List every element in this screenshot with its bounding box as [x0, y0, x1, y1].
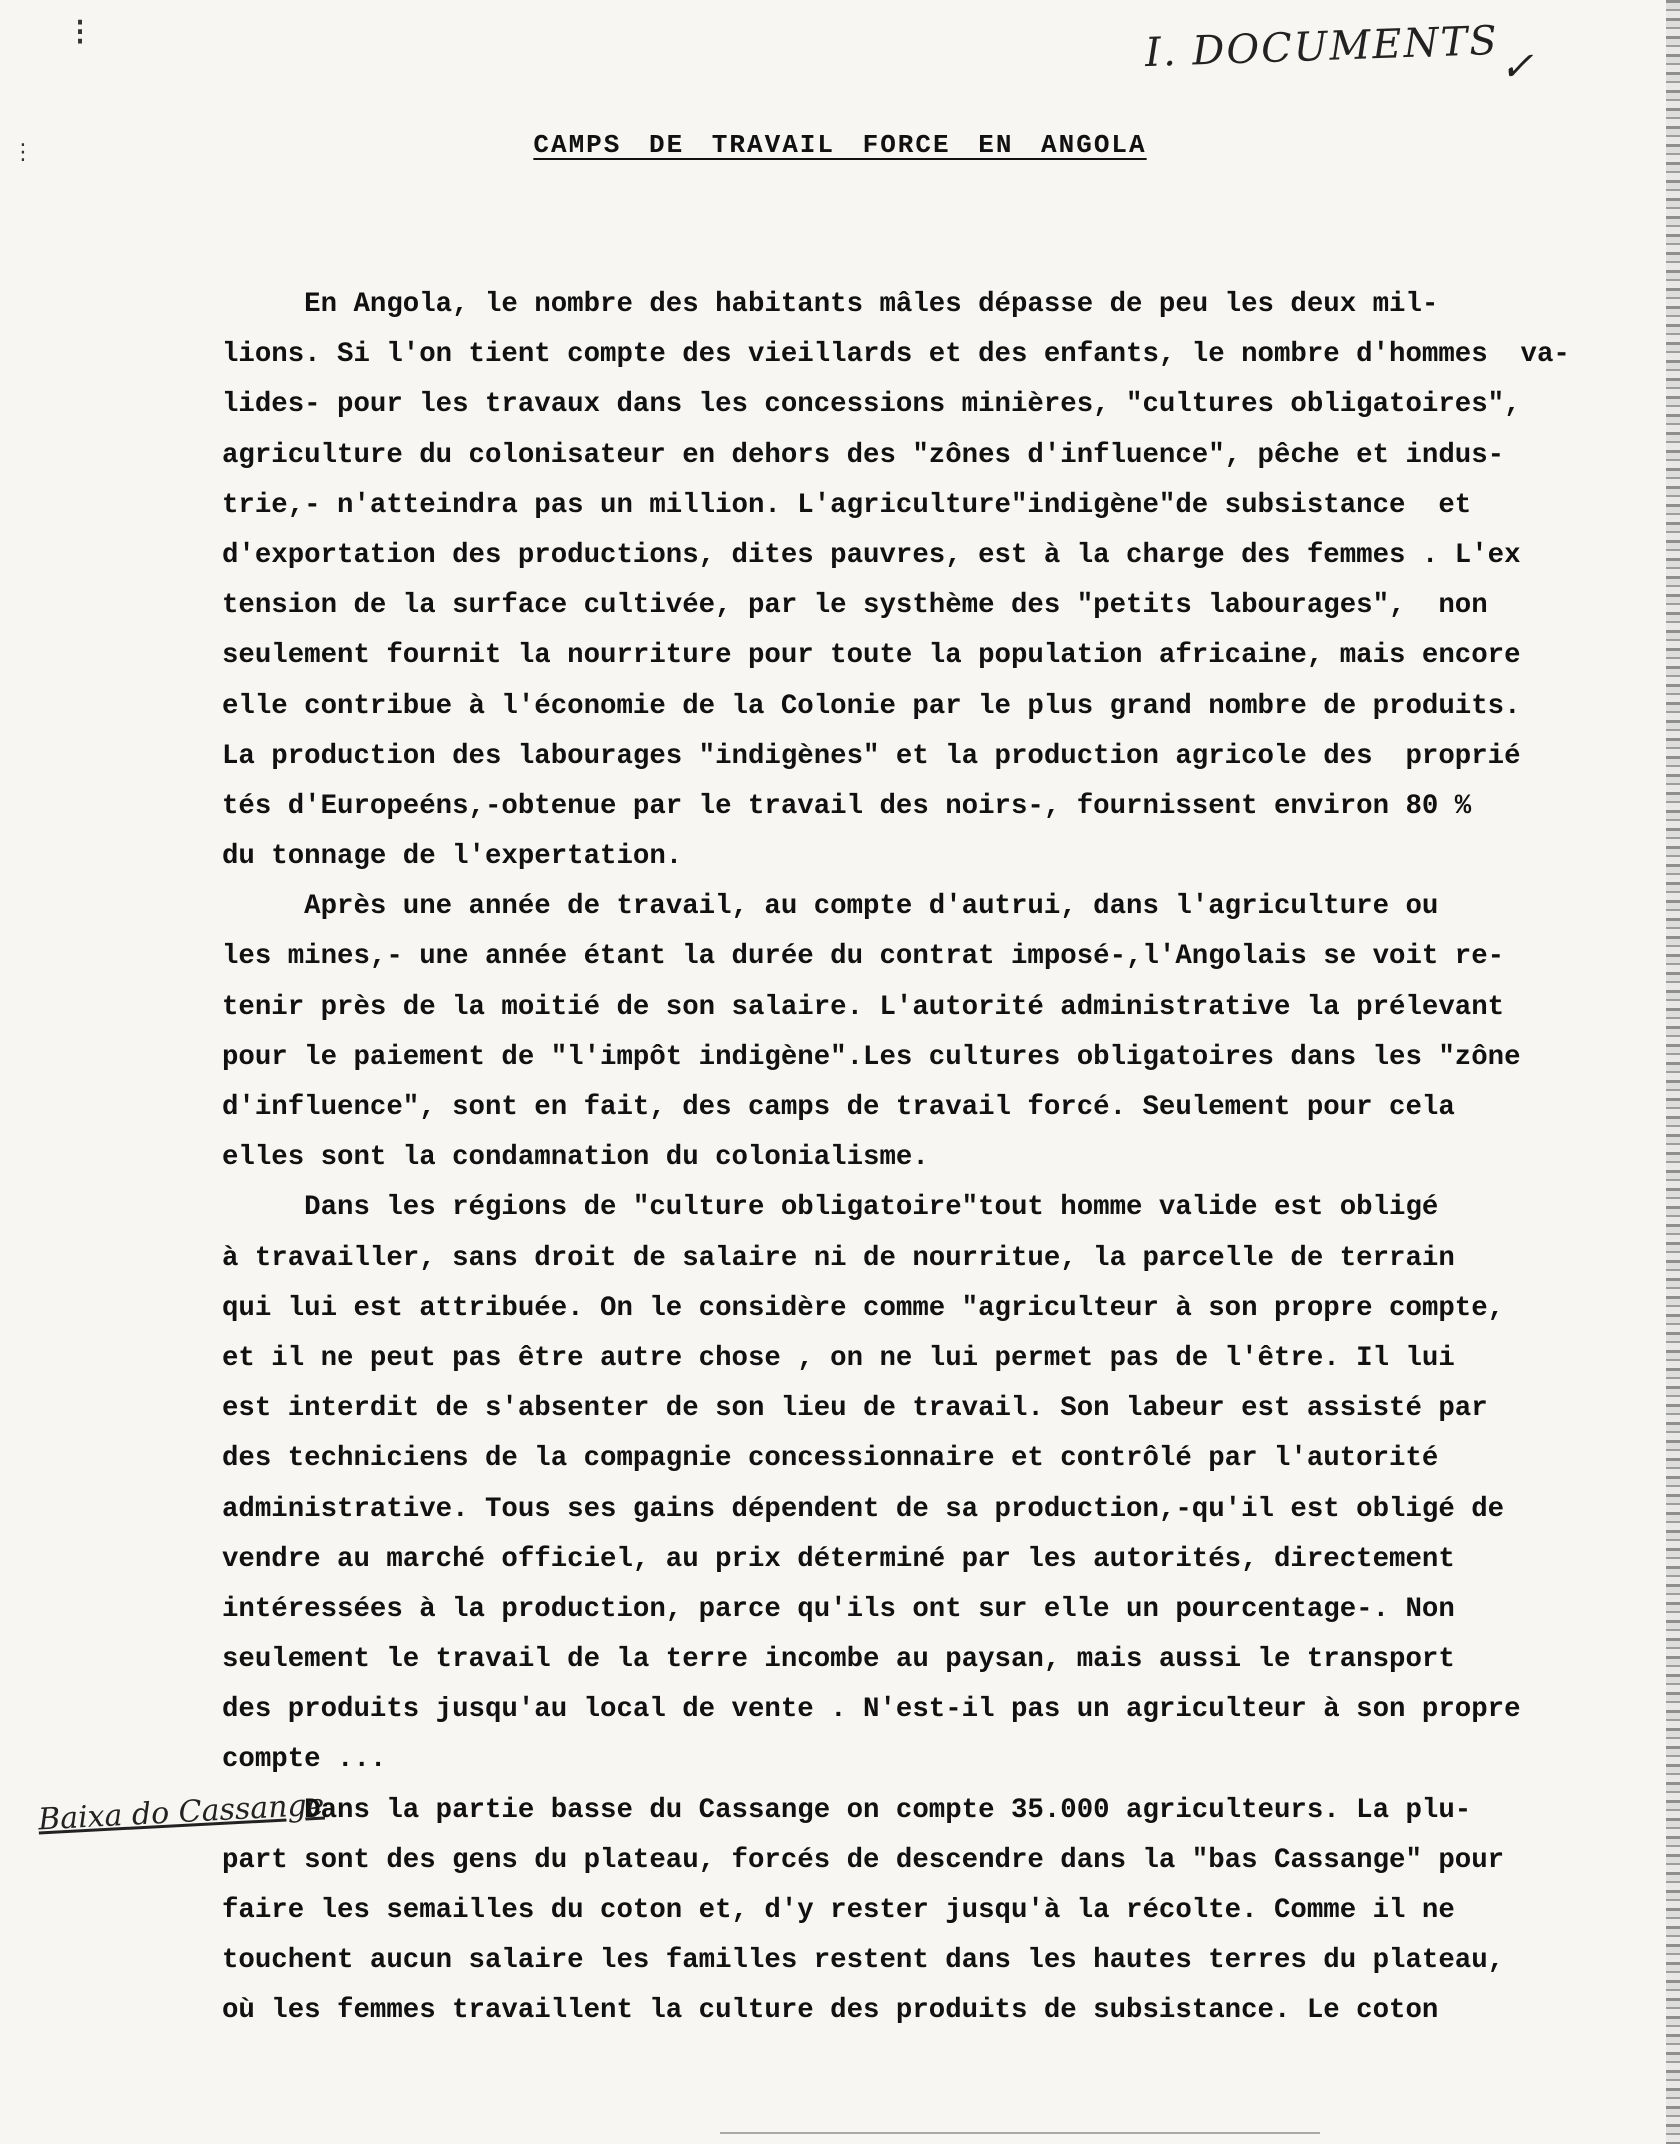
body-line: les mines,- une année étant la durée du contrat imposé-,l'Angolais se voit re-: [222, 941, 1505, 973]
bottom-scan-line: [720, 2132, 1320, 2134]
body-line: à travailler, sans droit de salaire ni de nourritue, la parcelle de terrain: [222, 1242, 1455, 1274]
body-line: touchent aucun salaire les familles restent dans les hautes terres du plateau,: [222, 1945, 1505, 1977]
document-body: [222, 280, 1662, 2037]
body-line: et il ne peut pas être autre chose , on ne lui permet pas de l'être. Il lui: [222, 1342, 1455, 1374]
document-title: CAMPS DE TRAVAIL FORCE EN ANGOLA: [533, 130, 1147, 160]
scan-mark-top-left: ⁝: [74, 10, 87, 54]
body-line: où les femmes travaillent la culture des produits de subsistance. Le coton: [222, 1995, 1439, 2027]
body-line: lides- pour les travaux dans les concessions minières, "cultures obligatoires",: [222, 389, 1521, 421]
body-line: trie,- n'atteindra pas un million. L'agriculture"indigène"de subsistance et: [222, 489, 1472, 521]
body-line: tenir près de la moitié de son salaire. L'autorité administrative la prélevant: [222, 991, 1505, 1023]
body-line: faire les semailles du coton et, d'y rester jusqu'à la récolte. Comme il ne: [222, 1895, 1455, 1926]
body-line: Dans la partie basse du Cassange on compte 35.000 agriculteurs. La plu-: [222, 1794, 1472, 1826]
body-line: La production des labourages "indigènes" et la production agricole des proprié: [222, 740, 1521, 772]
body-line: d'exportation des productions, dites pauvres, est à la charge des femmes . L'ex: [222, 539, 1521, 571]
body-line: Dans les régions de "culture obligatoire"tout homme valide est obligé: [222, 1192, 1439, 1224]
body-line: qui lui est attribuée. On le considère comme "agriculteur à son propre compte,: [222, 1292, 1505, 1324]
body-line: elle contribue à l'économie de la Colonie par le plus grand nombre de produits.: [222, 690, 1521, 722]
scan-edge-artifact: [1666, 0, 1680, 2144]
body-line: pour le paiement de "l'impôt indigène".Les cultures obligatoires dans les "zône: [222, 1041, 1521, 1073]
body-line: agriculture du colonisateur en dehors des "zônes d'influence", pêche et indus-: [222, 439, 1505, 471]
body-line: est interdit de s'absenter de son lieu de travail. Son labeur est assisté par: [222, 1393, 1488, 1425]
body-line: administrative. Tous ses gains dépendent de sa production,-qu'il est obligé de: [222, 1493, 1505, 1525]
handwritten-check-mark: ✓: [1500, 44, 1534, 90]
body-line: compte ...: [222, 1744, 387, 1776]
body-line: intéressées à la production, parce qu'ils ont sur elle un pourcentage-. Non: [222, 1593, 1455, 1625]
body-line: des techniciens de la compagnie concessionnaire et contrôlé par l'autorité: [222, 1443, 1439, 1475]
handwritten-header-annotation: I. DOCUMENTS: [1144, 17, 1500, 77]
body-line: d'influence", sont en fait, des camps de travail forcé. Seulement pour cela: [222, 1092, 1455, 1123]
body-line: vendre au marché officiel, au prix déterminé par les autorités, directement: [222, 1543, 1455, 1575]
body-line: lions. Si l'on tient compte des vieillards et des enfants, le nombre d'hommes va-: [222, 339, 1570, 371]
handwritten-margin-note: Baixa do Cassange: [37, 1787, 326, 1838]
body-line: seulement le travail de la terre incombe au paysan, mais aussi le transport: [222, 1644, 1455, 1676]
body-line: Après une année de travail, au compte d'autrui, dans l'agriculture ou: [222, 891, 1439, 923]
body-line: En Angola, le nombre des habitants mâles dépasse de peu les deux mil-: [222, 289, 1439, 320]
body-line: tension de la surface cultivée, par le systhème des "petits labourages", non: [222, 590, 1488, 622]
scan-mark-left: ⋮: [12, 140, 34, 165]
body-line: des produits jusqu'au local de vente . N'est-il pas un agriculteur à son propre: [222, 1694, 1521, 1726]
body-line: du tonnage de l'expertation.: [222, 841, 683, 873]
body-line: part sont des gens du plateau, forcés de descendre dans la "bas Cassange" pour: [222, 1844, 1505, 1876]
body-line: elles sont la condamnation du colonialisme.: [222, 1142, 929, 1174]
body-line: seulement fournit la nourriture pour toute la population africaine, mais encore: [222, 640, 1521, 672]
body-line: tés d'Europeéns,-obtenue par le travail des noirs-, fournissent environ 80 %: [222, 790, 1472, 822]
